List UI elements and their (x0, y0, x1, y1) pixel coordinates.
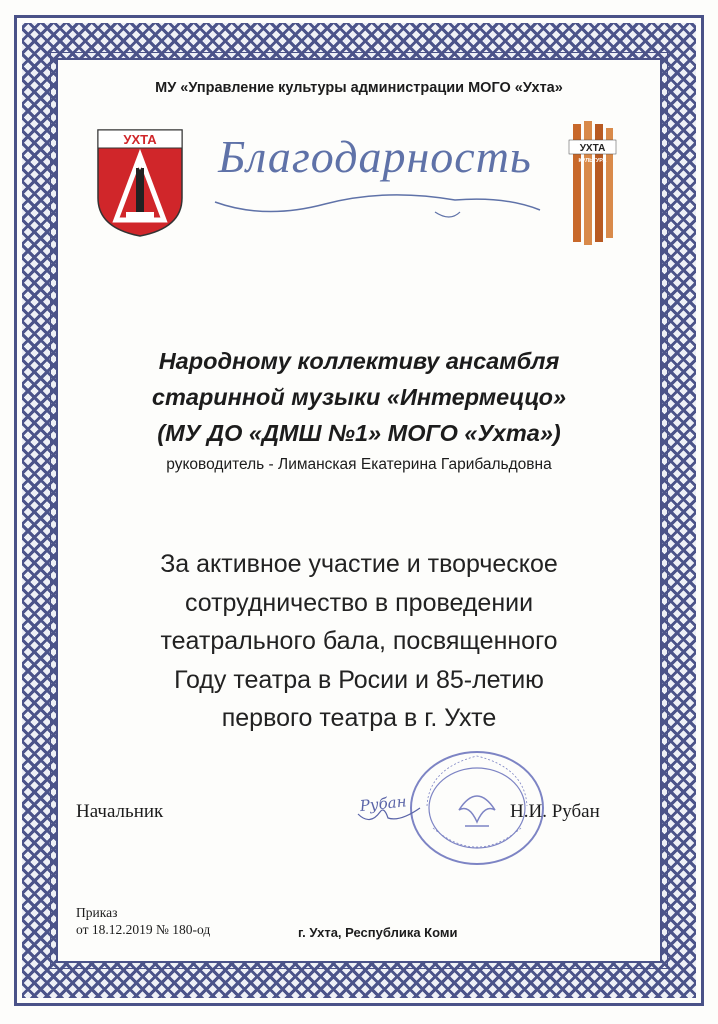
recipient-line: (МУ ДО «ДМШ №1» МОГО «Ухта») (157, 420, 561, 446)
signer-name: Н.И. Рубан (510, 801, 600, 822)
order-label: Приказ (76, 905, 118, 920)
reason-line: театрального бала, посвященного (160, 627, 558, 655)
recipient-line: Народному коллективу ансамбля (158, 348, 560, 374)
reason-line: первого театра в г. Ухте (221, 704, 497, 732)
recipient-line: старинной музыки «Интермеццо» (151, 384, 567, 410)
order-details: от 18.12.2019 № 180-од (76, 922, 211, 937)
order-reference (76, 904, 210, 938)
certificate-title: Благодарность (218, 131, 532, 182)
reason-line: Году театра в Росии и 85-летию (174, 665, 544, 694)
reason-block (80, 545, 638, 738)
coat-of-arms-label: УХТА (123, 132, 157, 147)
culture-logo-top-label: УХТА (579, 143, 606, 154)
title-flourish-icon (205, 182, 550, 222)
culture-logo-bottom-label: КУЛЬТУРА (578, 158, 607, 164)
issuing-city: г. Ухта, Республика Коми (298, 925, 458, 940)
organization-header: МУ «Управление культуры администрации МОГО «Ухта» (155, 80, 563, 96)
reason-line: За активное участие и творческое (160, 550, 558, 578)
signature-text: Рубан (358, 792, 408, 816)
ensemble-leader: руководитель - Лиманская Екатерина Гарибальдовна (166, 456, 552, 473)
signer-position: Начальник (76, 801, 164, 822)
ukhta-culture-logo-icon (565, 118, 620, 248)
ukhta-coat-of-arms-icon (96, 128, 184, 238)
handwritten-signature-icon (350, 778, 430, 833)
reason-line: сотрудничество в проведении (184, 588, 534, 617)
recipient-block (60, 343, 658, 451)
